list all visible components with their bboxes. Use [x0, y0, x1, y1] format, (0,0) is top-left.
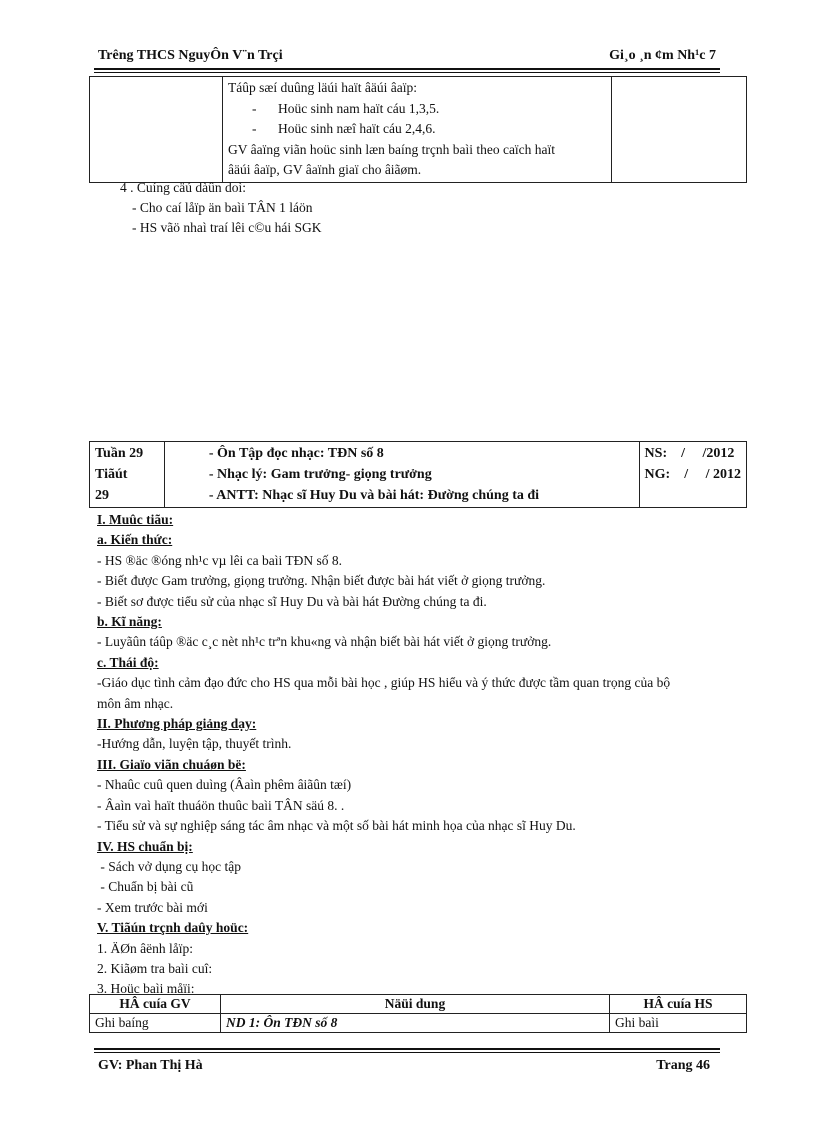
list-item: - Biết sơ được tiểu sử của nhạc sĩ Huy Du và bài hát Đường chúng ta đi.	[97, 593, 487, 609]
list-item: - Luyãûn táûp ®äc c¸c nèt nh¹c trªn khu«ng và nhận biết bài hát viết ở giọng trưởng.	[97, 634, 552, 650]
footer-teacher: GV: Phan Thị Hà	[98, 1058, 203, 1073]
list-item: - Nhaûc cuû quen duìng (Âaìn phêm âiãûn tæí)	[97, 777, 352, 793]
list-item: - Sách vở dụng cụ học tập	[97, 858, 241, 874]
activity-table	[89, 994, 747, 1033]
consolidation-title: 4 . Cuíng cäú dàûn doì:	[120, 180, 246, 195]
header-rule	[94, 68, 720, 70]
lesson-header-table	[89, 441, 747, 508]
continued-activity-table	[89, 76, 747, 183]
consolidation-block	[120, 178, 321, 238]
section-skills: b. Kĩ năng:	[97, 614, 162, 630]
header-cell: Näüi dung	[221, 995, 610, 1014]
section-student-prep: IV. HS chuẩn bị:	[97, 838, 193, 854]
header-rule-thin	[94, 72, 720, 73]
header-school: Trêng THCS NguyÔn V¨n Trçi	[98, 48, 283, 63]
table-cell-empty	[90, 77, 223, 183]
lesson-body	[97, 510, 747, 1000]
ns-date: NS: / /2012	[644, 446, 735, 461]
section-methods: II. Phương pháp giảng dạy:	[97, 716, 257, 732]
list-item: - HS ®äc ®óng nh¹c vµ lêi ca baìi TĐN số 8.	[97, 552, 343, 568]
content-line: Táûp sæí duûng läúi haït âäúi âaïp:	[228, 80, 417, 95]
section-knowledge: a. Kiến thức:	[97, 532, 173, 548]
list-item: -Giáo dục tình cảm đạo đức cho HS qua mỗi bài học , giúp HS hiểu và ý thức được tầm quan trọng của bộ	[97, 675, 671, 691]
list-item: - Chuẩn bị bài cũ	[97, 879, 194, 895]
ng-date: NG: / / 2012	[644, 467, 741, 482]
list-item: - Tiểu sử và sự nghiệp sáng tác âm nhạc và một số bài hát minh họa của nhạc sĩ Huy Du.	[97, 818, 576, 834]
list-item: -Hướng dẫn, luyện tập, thuyết trình.	[97, 736, 292, 752]
section-teacher-prep: III. Giaïo viãn chuáøn bë:	[97, 756, 246, 772]
period-number: 29	[95, 488, 109, 503]
section-objectives: I. Muûc tiãu:	[97, 512, 174, 527]
footer-page: Trang 46	[656, 1058, 710, 1073]
list-item: - Xem trước bài mới	[97, 899, 208, 915]
week-label: Tuần 29	[95, 446, 144, 461]
list-item: 1. ÄØn âënh låïp:	[97, 940, 193, 956]
header-cell: HÂ cuía HS	[610, 995, 747, 1014]
list-item: - Biết được Gam trưởng, giọng trưởng. Nhận biết được bài hát viết ở giọng trưởng.	[97, 573, 546, 589]
consolidation-item: - Cho caí låïp än baìi TÂN 1 láön	[132, 200, 313, 215]
table-cell: Ghi baìi	[610, 1014, 747, 1033]
period-label: Tiãút	[95, 467, 128, 482]
header-subject: Gi¸o ¸n ¢m Nh¹c 7	[609, 48, 716, 63]
dates-cell	[639, 442, 746, 508]
content-line: GV âaïng viãn hoüc sinh læn baíng trçnh baìi theo caïch haït	[228, 141, 556, 157]
list-item: - Âaìn vaì haït thuáön thuûc baìi TÂN säú 8. .	[97, 797, 345, 813]
content-bullet: - Hoüc sinh nam haït cáu 1,3,5.	[252, 100, 440, 116]
list-item: 2. Kiãøm tra baìi cuî:	[97, 960, 213, 976]
topics-cell	[164, 442, 639, 508]
table-cell-empty	[612, 77, 747, 183]
topic-line: - Ôn Tập đọc nhạc: TĐN số 8	[208, 446, 384, 461]
list-item: môn âm nhạc.	[97, 695, 174, 711]
section-attitude: c. Thái độ:	[97, 654, 159, 670]
section-procedure: V. Tiãún trçnh daûy hoüc:	[97, 920, 249, 936]
topic-line: - Nhạc lý: Gam trưởng- giọng trưởng	[208, 467, 432, 482]
header-cell: HÂ cuía GV	[90, 995, 221, 1014]
list-item: 3. Hoüc baìi måïi:	[97, 981, 195, 997]
footer-rule	[94, 1048, 720, 1050]
table-cell: Ghi baíng	[90, 1014, 221, 1033]
week-cell	[90, 442, 165, 508]
content-line: âäúi âaïp, GV âaïnh giaï cho âiãøm.	[228, 162, 422, 177]
consolidation-item: - HS vãö nhaì traí lêi c©u hái SGK	[132, 220, 322, 235]
footer-rule-thin	[94, 1052, 720, 1053]
table-cell: ND 1: Ôn TĐN số 8	[221, 1014, 610, 1033]
table-cell-content	[223, 77, 612, 183]
content-bullet: - Hoüc sinh næî haït cáu 2,4,6.	[252, 121, 436, 136]
topic-line: - ANTT: Nhạc sĩ Huy Du và bài hát: Đường chúng ta đi	[208, 488, 540, 503]
